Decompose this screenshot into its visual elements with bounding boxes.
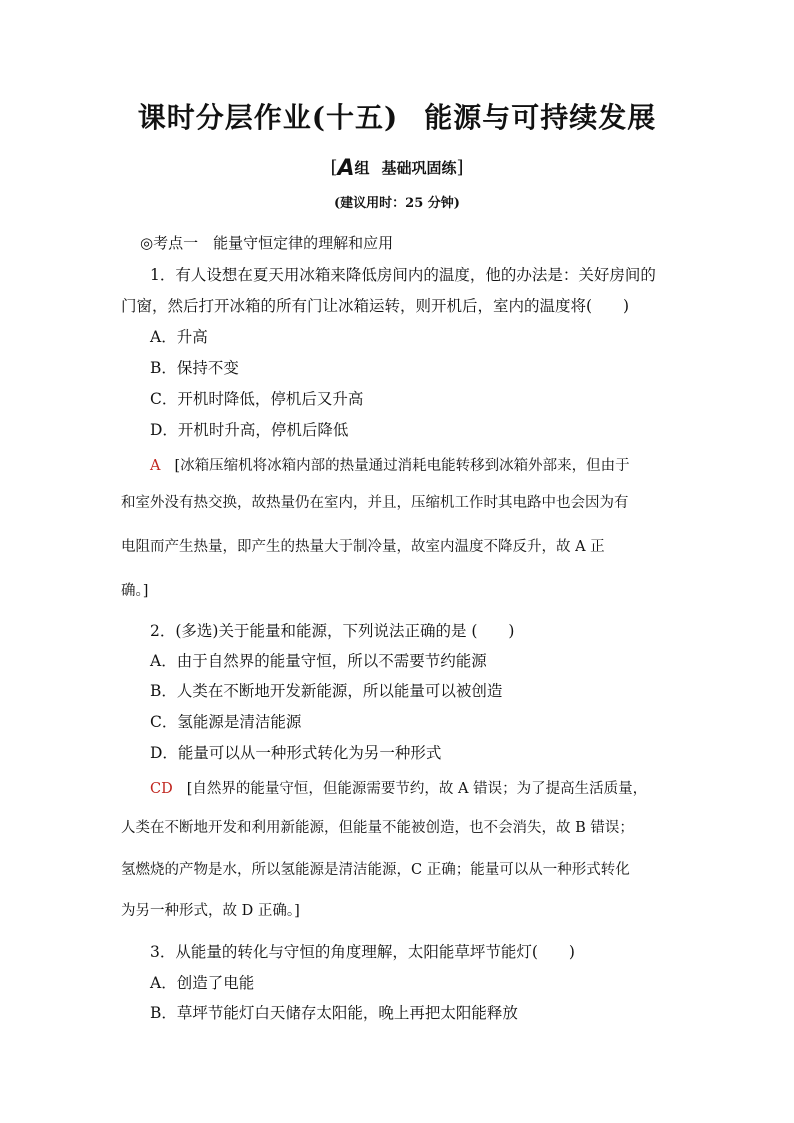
q1-explain-line-3: 电阻而产生热量，即产生的热量大于制冷量，故室内温度不降反升，故 A 正 [121, 539, 605, 555]
q3-stem: 3．从能量的转化与守恒的角度理解，太阳能草坪节能灯( ) [150, 943, 575, 961]
q3-option-a: A．创造了电能 [150, 974, 255, 992]
group-heading [0, 156, 794, 181]
q1-explain-line-2: 和室外没有热交换，故热量仍在室内，并且，压缩机工作时其电路中也会因为有 [121, 495, 629, 511]
group-name: 基础巩固练 [381, 159, 457, 177]
q1-explain-line-4: 确。] [121, 583, 149, 599]
q3-option-b: B．草坪节能灯白天储存太阳能，晚上再把太阳能释放 [150, 1004, 518, 1022]
q2-explain-line-4: 为另一种形式，故 D 正确。] [121, 903, 300, 919]
q1-option-c: C．开机时降低，停机后又升高 [150, 390, 364, 408]
group-letter: A [337, 156, 355, 181]
group-bracket-open: [ [330, 157, 338, 178]
q1-stem-line-1: 1．有人设想在夏天用冰箱来降低房间内的温度，他的办法是：关好房间的 [150, 266, 656, 284]
section-heading: ◎考点一 能量守恒定律的理解和应用 [140, 234, 394, 252]
q1-answer: A [150, 458, 161, 474]
q1-stem-line-2: 门窗，然后打开冰箱的所有门让冰箱运转，则开机后，室内的温度将( ) [121, 297, 630, 315]
group-label: 组 [354, 159, 370, 177]
q2-option-c: C．氢能源是清洁能源 [150, 713, 302, 731]
q1-explain-line-1: A [冰箱压缩机将冰箱内部的热量通过消耗电能转移到冰箱外部来，但由于 [150, 458, 630, 474]
q1-option-a: A．升高 [150, 328, 208, 346]
title-main: 课时分层作业(十五) [137, 101, 399, 134]
title-topic: 能源与可持续发展 [424, 101, 657, 134]
q2-stem: 2．(多选)关于能量和能源，下列说法正确的是 ( ) [150, 622, 515, 640]
q2-answer: CD [150, 781, 173, 797]
q1-option-d: D．开机时升高，停机后降低 [150, 421, 349, 439]
q2-option-b: B．人类在不断地开发新能源，所以能量可以被创造 [150, 682, 503, 700]
q2-explain-line-3: 氢燃烧的产物是水，所以氢能源是清洁能源，C 正确；能量可以从一种形式转化 [121, 862, 630, 878]
page-title [0, 96, 794, 136]
q1-option-b: B．保持不变 [150, 359, 239, 377]
q2-explain-line-1: CD [自然界的能量守恒，但能源需要节约，故 A 错误；为了提高生活质量， [150, 781, 648, 797]
time-note: (建议用时：25 分钟) [334, 196, 460, 211]
q2-option-a: A．由于自然界的能量守恒，所以不需要节约能源 [150, 652, 487, 670]
q2-option-d: D．能量可以从一种形式转化为另一种形式 [150, 744, 442, 762]
group-bracket-close: ] [456, 157, 464, 178]
q2-explain-line-2: 人类在不断地开发和利用新能源，但能量不能被创造，也不会消失，故 B 错误； [121, 820, 634, 836]
